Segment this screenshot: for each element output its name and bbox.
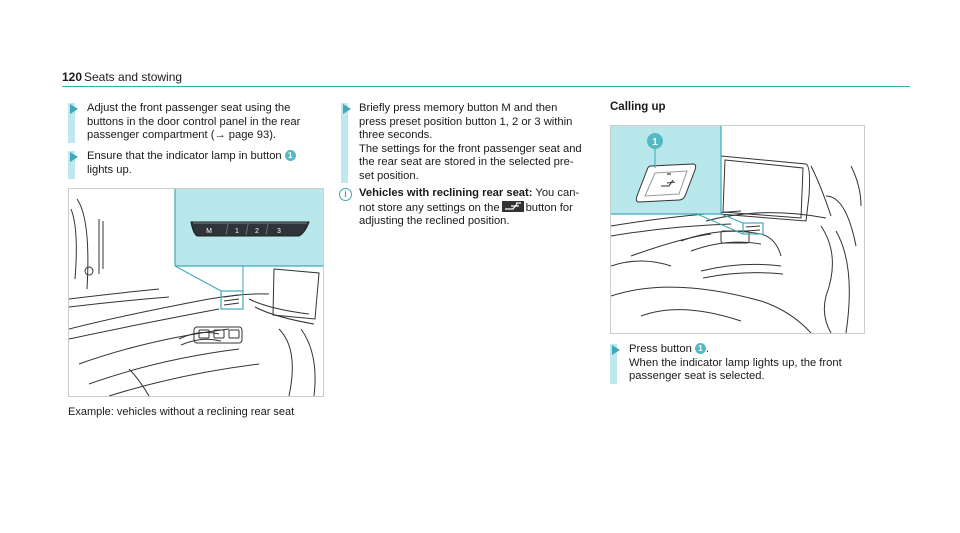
text-line: You can- — [532, 187, 580, 199]
text-line: passenger seat is selected. — [629, 370, 765, 383]
text-line: Ensure that the indicator lamp in button — [87, 150, 282, 162]
bullet-arrow-icon — [70, 152, 78, 162]
text-line: passenger compartment (→ page 93). — [87, 129, 277, 142]
bullet-arrow-icon — [70, 104, 78, 114]
calling-up-heading: Calling up — [610, 101, 666, 113]
text-line: Press button — [629, 343, 692, 355]
info-bold-text: Vehicles with reclining rear seat: — [359, 187, 533, 199]
text-line: set position. — [359, 169, 419, 182]
header-rule — [62, 86, 910, 87]
text-line: Briefly press memory button M and then — [359, 102, 558, 114]
text-line: three seconds. — [359, 129, 433, 142]
section-title: Seats and stowing — [84, 70, 183, 84]
preset-button-2: 2 — [255, 228, 259, 235]
door-interior-illustration — [611, 126, 864, 333]
preset-button-3: 3 — [277, 228, 281, 235]
bullet-bar — [341, 103, 348, 183]
door-panel-illustration — [69, 189, 323, 396]
door-panel-figure — [68, 188, 324, 397]
info-icon: i — [339, 188, 352, 201]
recline-seat-icon — [502, 201, 524, 212]
callout-1-badge: 1 — [652, 137, 658, 148]
memory-button-m: M — [206, 228, 212, 235]
callout-1-badge: 1 — [285, 150, 296, 161]
text-line: buttons in the door control panel in the rear — [87, 115, 301, 128]
text-line: the rear seat are stored in the selected pre- — [359, 156, 574, 169]
bullet-arrow-icon — [612, 345, 620, 355]
text-line: adjusting the reclined position. — [359, 215, 510, 228]
text-line: not store any settings on the — [359, 201, 500, 214]
text-line: The settings for the front passenger seat and — [359, 142, 582, 155]
preset-button-1: 1 — [235, 228, 239, 235]
bullet-arrow-icon — [343, 104, 351, 114]
page-number: 120 — [62, 70, 83, 84]
text-line: . — [705, 343, 710, 355]
text-line: lights up. — [87, 163, 132, 176]
text-line: press preset position button 1, 2 or 3 within — [359, 115, 573, 128]
door-interior-figure — [610, 125, 865, 334]
text-line: When the indicator lamp lights up, the front — [629, 356, 842, 369]
text-line: Adjust the front passenger seat using the — [87, 102, 291, 114]
text-line: button for — [525, 201, 573, 214]
figure-caption: Example: vehicles without a reclining rear seat — [68, 406, 295, 418]
callout-1-badge: 1 — [695, 343, 706, 354]
